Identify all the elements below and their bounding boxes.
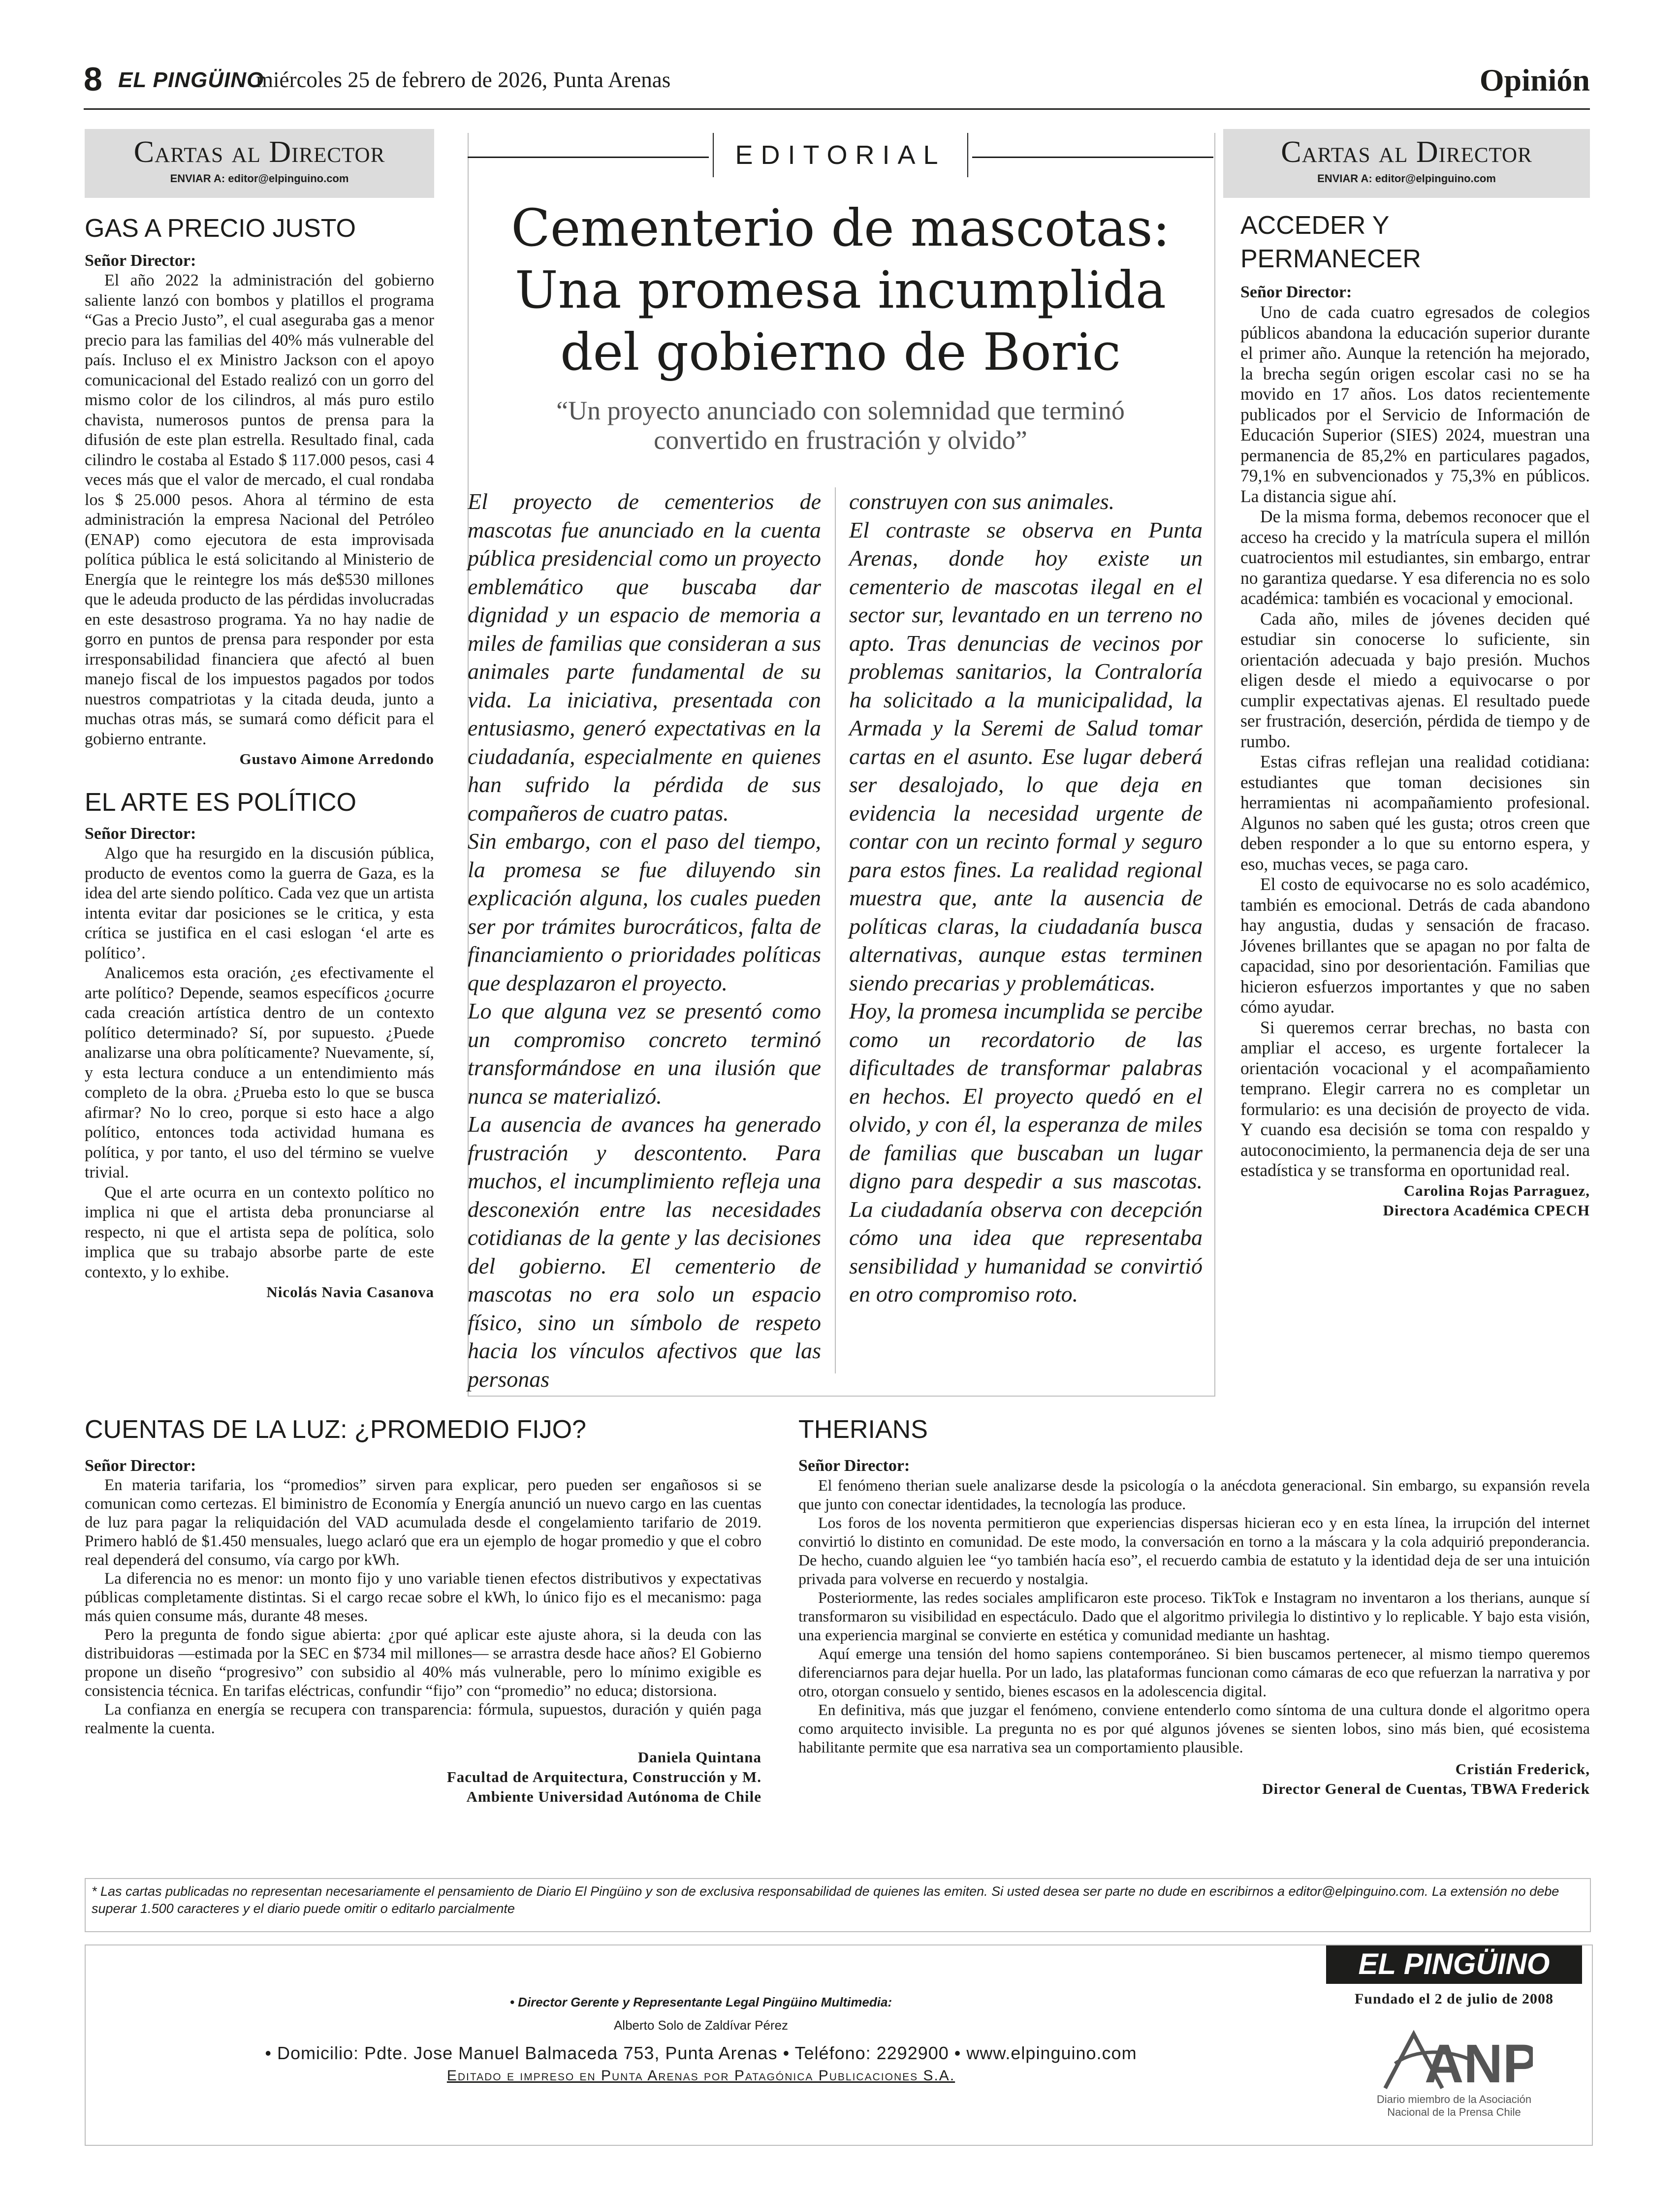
letter-therians	[798, 1413, 1590, 1799]
brand-logo: EL PINGÜINO	[1326, 1945, 1582, 1984]
letter-title: EL ARTE ES POLÍTICO	[85, 788, 356, 817]
letter-signature: Nicolás Navia Casanova	[266, 1283, 434, 1301]
letter-title: GAS A PRECIO JUSTO	[85, 214, 356, 243]
editorial-paragraph: Hoy, la promesa incumplida se percibe como un recordatorio de las dificultades de transformar palabras en hechos. El proyecto quedó en el olvido, y con él, la esperanza de miles de familias que buscaban un lugar digno para despedir a sus mascotas. La ciudadanía observa con decepción cómo una idea que representaba sensibilidad y humanidad se convirtió en otro compromiso roto.	[849, 998, 1203, 1306]
editorial-tag: EDITORIAL	[735, 140, 946, 170]
editorial-tag-row	[468, 133, 1213, 187]
rule	[713, 133, 714, 177]
letter-paragraph: Que el arte ocurra en un contexto político no implica ni que el artista deba pronunciarse al respecto, ni que el artista sepa de política, solo implica que su trabajo absorbe parte de este contexto, y lo exhibe.	[85, 1183, 434, 1281]
anp-logo-text: ANP	[1425, 2034, 1533, 2091]
letter-paragraph: Analicemos esta oración, ¿es efectivamente el arte político? Depende, seamos específicos ¿ocurre cada creación artística dentro de un contexto político determinado? Sí, por supuesto. ¿Puede analizarse una obra políticamente? Nuevamente, sí, y esta lectura conduce a un entendimiento más completo de la obra. ¿Prueba esto lo que se busca afirmar? No lo creo, porque si esto hace a algo político, entonces toda actividad humana es política, y por tanto, el uso del término se vuelve trivial.	[85, 964, 434, 1181]
letter-paragraph: La confianza en energía se recupera con transparencia: fórmula, supuestos, duración y quién paga realmente la cuenta.	[85, 1701, 761, 1737]
editorial-subtitle: “Un proyecto anunciado con solemnidad que terminó convertido en frustración y olvido”	[556, 396, 1125, 455]
rule	[967, 133, 968, 177]
letters-column-left	[85, 129, 434, 1302]
letter-body	[85, 271, 434, 749]
page-number: 8	[84, 61, 102, 98]
letter-luz	[85, 1413, 761, 1807]
letter-paragraph: En materia tarifaria, los “promedios” sirven para explicar, pero pueden ser engañosos si se comunican como certezas. El biministro de Economía y Energía anunció un nuevo cargo en las cuentas de luz para pagar la reliquidación del VAD acumulada desde el congelamiento tarifario de 2019. Primero habló de $1.450 mensuales, luego aclaró que era un ejemplo de hogar promedio y que el cobro real dependerá del consumo, vía cargo por kWh.	[85, 1476, 761, 1569]
letters-header	[1223, 129, 1590, 198]
disclaimer-text: * Las cartas publicadas no representan necesariamente el pensamiento de Diario El Pingüino y son de exclusiva responsabilidad de quienes las emiten. Si usted desea ser parte no dude en escribirnos a editor@elpinguino.com. La extensión no debe superar 1.500 caracteres y el diario puede omitir o editarlo parcialmente	[92, 1884, 1559, 1916]
editorial-title-line: del gobierno de Boric	[560, 322, 1121, 382]
letter-title: CUENTAS DE LA LUZ: ¿PROMEDIO FIJO?	[85, 1415, 586, 1444]
letters-header-title: Cartas al Director	[1281, 135, 1532, 169]
anp-logo	[1375, 2019, 1533, 2091]
letter-signature: Daniela Quintana	[637, 1749, 761, 1766]
letter-paragraph: Los foros de los noventa permitieron que experiencias dispersas hicieran eco y en esta línea, la irrupción del internet convirtió lo distinto en comunidad. De este modo, la conversación en torno a la máscara y la cola adquirió preponderancia. De hecho, cuando alguien lee “yo también hacía eso”, el recuerdo cambia de estatuto y la identidad deja de ser una intuición privada para volverse en recuerdo y nostalgia.	[798, 1514, 1590, 1588]
rule	[972, 157, 1213, 158]
letter-paragraph: El costo de equivocarse no es solo académico, también es emocional. Detrás de cada abandono hay angustia, dudas y sensación de fracaso. Jóvenes brillantes que se apagan no por falta de capacidad, sino por desorientación. Familias que hicieron esfuerzos importantes y que no saben cómo ayudar.	[1240, 874, 1590, 1017]
anp-logo-icon	[1375, 2019, 1533, 2091]
page-header	[84, 59, 1590, 110]
letter-paragraph: El año 2022 la administración del gobierno saliente lanzó con bombos y platillos el programa “Gas a Precio Justo”, el cual aseguraba gas a menor precio para las familias del 40% más vulnerable del país. Incluso el ex Ministro Jackson con el apoyo comunicacional del Estado realizó con un gorro del mismo color de los cilindros, al más puro estilo chavista, numerosos puntos de prensa para la difusión de este plan estrella. Resultado final, cada cilindro le costaba al Estado $ 117.000 pesos, casi 4 veces más que el valor de mercado, el cual rondaba los $ 25.000 pesos. Ahora al término de esta administración la empresa Nacional del Petróleo (ENAP) como ejecutora de esta improvisada política pública le está solicitando al Ministerio de Energía que le reintegre los más de$530 millones que le adeuda producto de las pérdidas involucradas en este desastroso programa. Ya no hay nadie de gorro en puntos de prensa para responder por esta irresponsabilidad financiera que afectó al buen manejo fiscal de los impuestos pagados por todos nuestros compatriotas y la citada deuda, junto a muchas otras más, se sumará como déficit para el gobierno entrante.	[85, 271, 434, 748]
section-title: Opinión	[1479, 63, 1590, 97]
editorial-paragraph: Sin embargo, con el paso del tiempo, la promesa se fue diluyendo sin explicación alguna, los cuales pueden ser por trámites burocráticos, falta de financiamiento o prioridades políticas que desplazaron el proyecto.	[468, 828, 821, 995]
letter-body	[1240, 302, 1590, 1181]
letter-body	[798, 1476, 1590, 1756]
editorial-paragraph: El proyecto de cementerios de mascotas fue anunciado en la cuenta pública presidencial como un proyecto emblemático que buscaba dar dignidad y un espacio de memoria a miles de familias que consideran a sus animales parte fundamental de su vida. La iniciativa, presentada con entusiasmo, generó expectativas en la ciudadanía, especialmente en quienes han sufrido la pérdida de sus compañeros de cuatro patas.	[468, 489, 821, 826]
letters-header-email[interactable]: ENVIAR A: editor@elpinguino.com	[1317, 172, 1496, 185]
letter-body	[85, 844, 434, 1282]
editorial-column-1	[468, 487, 821, 1393]
letter-signature-role: Directora Académica CPECH	[1383, 1201, 1590, 1219]
disclaimer-box	[85, 1878, 1591, 1932]
letters-header	[85, 129, 434, 198]
letter-signature: Cristián Frederick,	[1455, 1760, 1590, 1778]
letter-arte	[85, 786, 434, 1302]
anp-caption-line: Nacional de la Prensa Chile	[1387, 2106, 1521, 2118]
letter-acceder	[1223, 209, 1590, 1220]
letter-paragraph: Cada año, miles de jóvenes deciden qué estudiar sin conocerse lo suficiente, sin orientación adecuada y bajo presión. Muchos eligen desde el miedo a equivocarse o por cumplir expectativas ajenas. El resultado puede ser frustración, deserción, pérdida de tiempo y de rumbo.	[1240, 608, 1590, 751]
date-line: miércoles 25 de febrero de 2026, Punta Arenas	[256, 67, 671, 92]
letter-title: THERIANS	[798, 1415, 928, 1444]
letter-signature-role: Facultad de Arquitectura, Construcción y M.	[446, 1768, 761, 1785]
letter-salutation: Señor Director:	[85, 825, 196, 843]
letter-signature-role: Director General de Cuentas, TBWA Frederick	[1262, 1780, 1590, 1797]
letters-header-email[interactable]: ENVIAR A: editor@elpinguino.com	[170, 172, 349, 185]
editorial-paragraph: Lo que alguna vez se presentó como un compromiso concreto terminó transformándose en una ilusión que nunca se materializó.	[468, 998, 821, 1109]
editorial-title-line: Una promesa incumplida	[515, 260, 1166, 320]
letter-paragraph: Algo que ha resurgido en la discusión pública, producto de eventos como la guerra de Gaza, es la idea del arte siendo político. Cada vez que un artista intenta evitar dar posiciones se le critica, y esta crítica se justifica en el casi eslogan ‘el arte es político’.	[85, 844, 434, 962]
letter-paragraph: Estas cifras reflejan una realidad cotidiana: estudiantes que toman decisiones sin herramientas ni acompañamiento profesional. Algunos no saben qué les gusta; otros creen que deben responder a lo que su entorno espera, y eso, muchas veces, se paga caro.	[1240, 752, 1590, 874]
letter-signature-role: Ambiente Universidad Autónoma de Chile	[466, 1788, 761, 1805]
founded-date: Fundado el 2 de julio de 2008	[1354, 1991, 1554, 2007]
footer-printed: Editado e impreso en Punta Arenas por Patagónica Publicaciones S.A.	[446, 2068, 955, 2084]
letter-paragraph: Aquí emerge una tensión del homo sapiens contemporáneo. Si bien buscamos pertenecer, al mismo tiempo queremos diferenciarnos para dejar huella. Por un lado, las plataformas funcionan como cámaras de eco que refuerzan la narrativa y por otro, otorgan consuelo y sentido, bienes escasos en la adolescencia digital.	[798, 1645, 1590, 1700]
editorial-title	[468, 197, 1213, 383]
editorial-paragraph: El contraste se observa en Punta Arenas, donde hoy existe un cementerio de mascotas ilegal en el sector sur, levantado en un terreno no apto. Tras denuncias de vecinos por problemas sanitarios, la Contraloría ha solicitado a la municipalidad, la Armada y la Seremi de Salud tomar cartas en el asunto. Ese lugar deberá ser desalojado, lo que deja en evidencia la necesidad urgente de contar con un recinto formal y seguro para estos fines. La realidad regional muestra que, ante la ausencia de políticas claras, la ciudadanía busca alternativas, aunque estas terminen siendo precarias y problemáticas.	[849, 517, 1203, 995]
footer-box	[85, 1944, 1593, 2146]
letter-paragraph: El fenómeno therian suele analizarse desde la psicología o la anécdota generacional. Sin embargo, su expansión revela que junto con conectar identidades, la tecnología las produce.	[798, 1476, 1590, 1513]
letter-signature: Gustavo Aimone Arredondo	[239, 750, 434, 767]
editorial-column-2	[849, 487, 1203, 1308]
letter-body	[85, 1476, 761, 1738]
letter-paragraph: La diferencia no es menor: un monto fijo y uno variable tienen efectos distributivos y expectativas públicas completamente distintas. Si el cargo recae sobre el kWh, lo único fijo es el mecanismo: paga más quien consume más, durante 48 meses.	[85, 1570, 761, 1625]
editorial-title-line: Cementerio de mascotas:	[511, 198, 1170, 258]
letter-paragraph: De la misma forma, debemos reconocer que el acceso ha crecido y la matrícula supera el millón cuatrocientos mil estudiantes, sin embargo, entrar no garantiza quedarse. Y esa diferencia no es solo académica: también es vocacional y emocional.	[1240, 507, 1590, 608]
brand-name: EL PINGÜINO	[118, 68, 264, 92]
director-name: Alberto Solo de Zaldívar Pérez	[613, 2018, 789, 2033]
letter-salutation: Señor Director:	[1240, 283, 1352, 301]
letter-paragraph: En definitiva, más que juzgar el fenómeno, conviene entenderlo como síntoma de una cultura donde el algoritmo opera como arquitecto invisible. La pregunta no es por qué algunos jóvenes se sienten lobos, sino más bien, qué ecosistema habilitante permite que esa narrativa sea un comportamiento plausible.	[798, 1701, 1590, 1756]
anp-caption-line: Diario miembro de la Asociación	[1376, 2093, 1532, 2105]
anp-caption	[1346, 2093, 1562, 2119]
column-divider	[835, 487, 836, 1373]
letters-column-right	[1223, 129, 1590, 1220]
letter-signature: Carolina Rojas Parraguez,	[1403, 1181, 1590, 1199]
letter-title-line: PERMANECER	[1240, 245, 1421, 273]
letter-paragraph: Posteriormente, las redes sociales amplificaron este proceso. TikTok e Instagram no inventaron a los therians, aunque sí transformaron su visibilidad en espectáculo. Dado que el algoritmo privilegia lo distintivo y lo replicable. Y bajo esta visión, una experiencia marginal se convierte en estética y comunidad mediante un hashtag.	[798, 1589, 1590, 1644]
footer-address: • Domicilio: Pdte. Jose Manuel Balmaceda 753, Punta Arenas • Teléfono: 2292900 • www.elpinguino.com	[265, 2043, 1137, 2063]
letter-paragraph: Uno de cada cuatro egresados de colegios públicos abandona la educación superior durante el primer año. Aunque la retención ha mejorado, la brecha según origen escolar casi no se ha movido en 17 años. Los datos recientemente publicados por el Servicio de Información de Educación Superior (SIES) 2024, muestran una permanencia de 85,2% en particulares pagados, 79,1% en subvencionados y 75,3% en públicos. La distancia sigue ahí.	[1240, 302, 1590, 506]
editorial	[468, 133, 1213, 1392]
footer-credits	[233, 1995, 1169, 2084]
letters-header-title: Cartas al Director	[133, 135, 385, 169]
editorial-paragraph: La ausencia de avances ha generado frustración y descontento. Para muchos, el incumplimiento refleja una desconexión entre las necesidades cotidianas de la gente y las decisiones del gobierno. El cementerio de mascotas no era solo un espacio físico, sino un símbolo de respeto hacia los vínculos afectivos que las personas	[468, 1112, 821, 1392]
editorial-paragraph: construyen con sus animales.	[849, 489, 1115, 514]
letter-gas	[85, 212, 434, 769]
letter-salutation: Señor Director:	[798, 1457, 910, 1475]
letter-salutation: Señor Director:	[85, 252, 196, 270]
letter-title-line: ACCEDER Y	[1240, 211, 1390, 240]
letter-salutation: Señor Director:	[85, 1457, 196, 1475]
letter-paragraph: Si queremos cerrar brechas, no basta con ampliar el acceso, es urgente fortalecer la orientación vocacional y el acompañamiento temprano. Elegir carrera no es completar un formulario: es una decisión de proyecto de vida. Y cuando esa decisión se toma con respaldo y autoconocimiento, la permanencia deja de ser una estadística y se transforma en oportunidad real.	[1240, 1017, 1590, 1180]
director-label: • Director Gerente y Representante Legal Pingüino Multimedia:	[509, 1995, 892, 2009]
letter-paragraph: Pero la pregunta de fondo sigue abierta: ¿por qué aplicar este ajuste ahora, si la deuda con las distribuidoras —estimada por la SEC en $734 mil millones— se arrastra desde hace años? El Gobierno propone un diseño “progresivo” con subsidio al 40% más vulnerable, pero lo mínimo exigible es consistencia técnica. En tarifas eléctricas, confundir “fijo” con “promedio” no educa; distorsiona.	[85, 1626, 761, 1700]
